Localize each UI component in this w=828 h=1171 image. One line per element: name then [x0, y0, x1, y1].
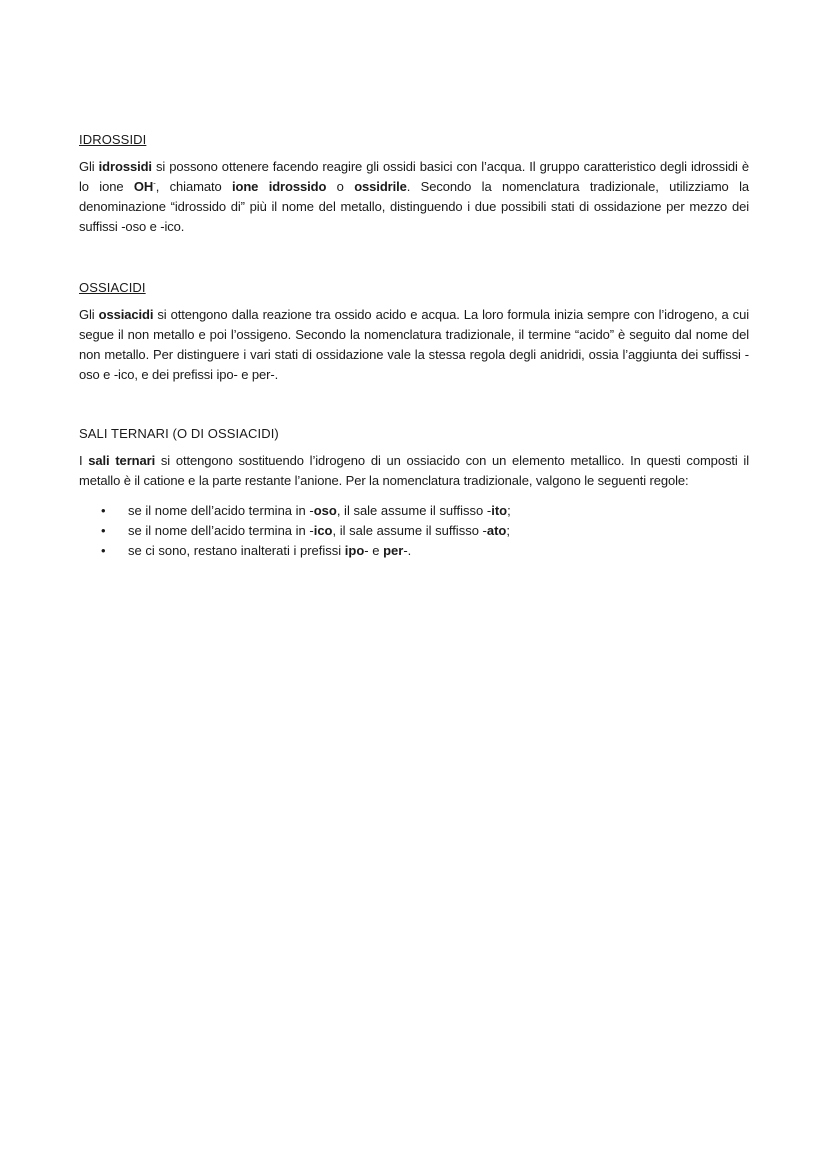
- text-run: si possono ottenere facendo reagire gli ossidi basici con l’acqua. Il gruppo caratteristico degli idrossidi è lo ione: [79, 159, 749, 194]
- bullet-icon: •: [101, 543, 106, 558]
- bold-term: ipo: [344, 543, 365, 558]
- bold-term: ito: [491, 503, 508, 518]
- text-run: -.: [403, 543, 412, 558]
- bold-formula: OH: [133, 179, 154, 194]
- paragraph-sali-ternari: [79, 451, 749, 491]
- text-run: , chiamato: [155, 179, 232, 194]
- bold-term: ossidrile: [354, 179, 407, 194]
- list-item: [79, 521, 749, 541]
- text-run: , il sale assume il suffisso -: [336, 503, 492, 518]
- text-run: se il nome dell’acido termina in -: [128, 503, 314, 518]
- bold-term: sali ternari: [88, 453, 156, 468]
- rules-list: [79, 501, 749, 561]
- text-run: . Secondo la nomenclatura tradizionale, utilizziamo la denominazione “idrossido di” più il nome del metallo, distinguendo i due possibili stati di ossidazione per mezzo dei suffissi -oso e -ico.: [79, 179, 749, 234]
- section-idrossidi: [79, 131, 749, 237]
- text-run: Gli: [79, 159, 99, 174]
- text-run: se il nome dell’acido termina in -: [128, 523, 314, 538]
- paragraph-idrossidi: [79, 157, 749, 237]
- section-heading-sali-ternari: SALI TERNARI (O DI OSSIACIDI): [79, 426, 279, 441]
- text-run: I: [79, 453, 89, 468]
- text-run: si ottengono sostituendo l’idrogeno di un ossiacido con un elemento metallico. In questi composti il metallo è il catione e la parte restante l’anione. Per la nomenclatura tradizionale, valgono le seguenti regole:: [79, 453, 749, 488]
- bold-term: per: [383, 543, 404, 558]
- bold-term: ione idrossido: [231, 179, 327, 194]
- text-run: si ottengono dalla reazione tra ossido acido e acqua. La loro formula inizia sempre con l’idrogeno, a cui segue il non metallo e poi l’ossigeno. Secondo la nomenclatura tradizionale, il termine “acido” è seguito dal nome del non metallo. Per distinguere i vari stati di ossidazione vale la stessa regola degli anidridi, ossia l’aggiunta dei suffissi -oso e -ico, e dei prefissi ipo- e per-.: [79, 307, 749, 382]
- bold-term: idrossidi: [98, 159, 152, 174]
- document-page: [79, 131, 749, 561]
- section-heading-idrossidi: IDROSSIDI: [79, 132, 147, 147]
- text-run: , il sale assume il suffisso -: [332, 523, 487, 538]
- text-run: se ci sono, restano inalterati i prefissi: [128, 543, 345, 558]
- section-sali-ternari: [79, 425, 749, 561]
- bullet-icon: •: [101, 523, 106, 538]
- text-run: - e: [364, 543, 384, 558]
- bold-term: ossiacidi: [98, 307, 154, 322]
- bullet-icon: •: [101, 503, 106, 518]
- text-run: ;: [507, 503, 511, 518]
- bold-term: ico: [313, 523, 333, 538]
- bold-term: oso: [313, 503, 337, 518]
- text-run: o: [326, 179, 355, 194]
- list-item: [79, 501, 749, 521]
- text-run: ;: [506, 523, 510, 538]
- list-item: [79, 541, 749, 561]
- text-run: Gli: [79, 307, 99, 322]
- section-ossiacidi: [79, 279, 749, 385]
- charge-superscript: -: [153, 178, 156, 188]
- bold-term: ato: [486, 523, 507, 538]
- paragraph-ossiacidi: [79, 305, 749, 385]
- section-heading-ossiacidi: OSSIACIDI: [79, 280, 146, 295]
